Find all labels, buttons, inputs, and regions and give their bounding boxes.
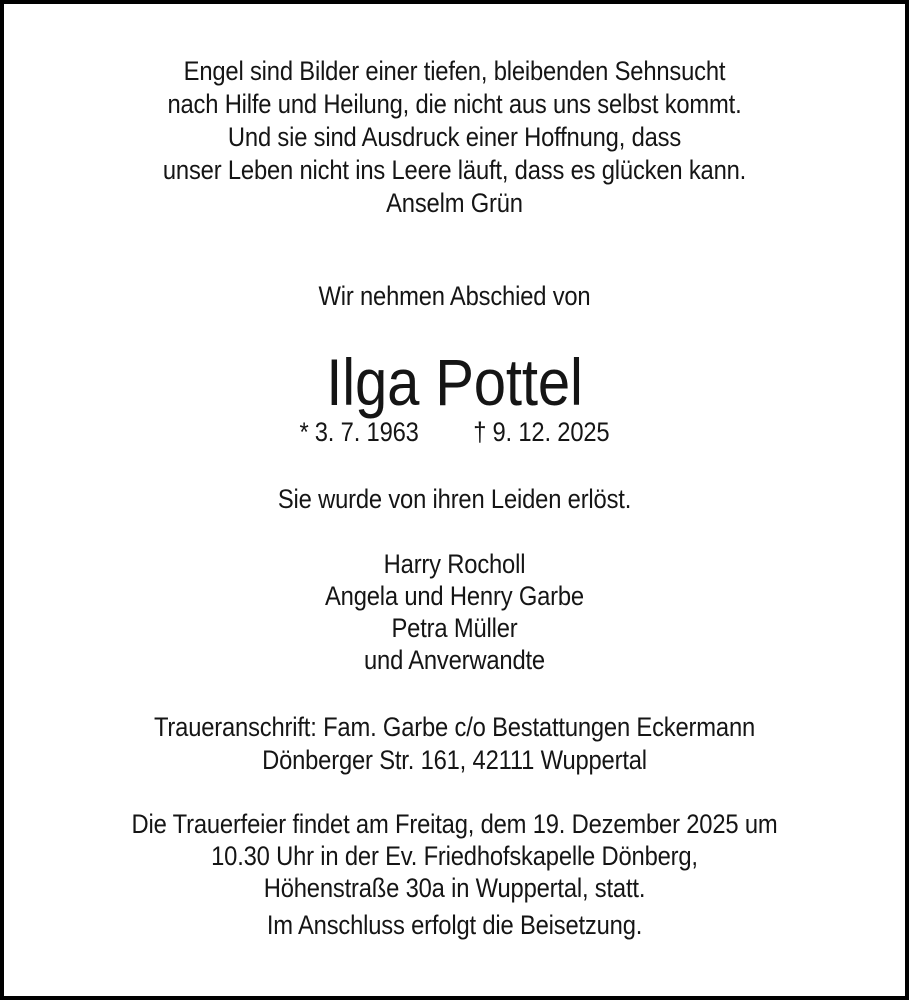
epigraph-line: Engel sind Bilder einer tiefen, bleibenden Sehnsucht (183, 56, 726, 86)
birth-date-value: 3. 7. 1963 (314, 417, 419, 447)
death-cross-symbol: † (473, 417, 487, 447)
death-date (473, 416, 609, 449)
epigraph (58, 55, 851, 220)
mourner-name: und Anverwandte (363, 645, 545, 675)
life-dates (58, 416, 851, 449)
epigraph-line: unser Leben nicht ins Leere läuft, dass es glücken kann. (162, 155, 747, 185)
epigraph-attribution: Anselm Grün (386, 188, 523, 218)
farewell-intro: Wir nehmen Abschied von (318, 281, 591, 311)
service-info-line: Die Trauerfeier findet am Freitag, dem 19. Dezember 2025 um (131, 809, 778, 839)
mourners-list (58, 548, 851, 676)
mourner-name: Petra Müller (391, 613, 518, 643)
burial-note: Im Anschluss erfolgt die Beisetzung. (266, 910, 643, 940)
mourner-name: Angela und Henry Garbe (325, 581, 584, 611)
birth-date (300, 416, 419, 449)
mourning-address (58, 711, 851, 777)
service-info-line: Höhenstraße 30a in Wuppertal, statt. (263, 873, 646, 903)
notice-content (58, 55, 851, 941)
deceased-name: Ilga Pottel (326, 345, 583, 419)
birth-star-symbol: * (299, 417, 309, 447)
service-info-line: 10.30 Uhr in der Ev. Friedhofskapelle Dönberg, (211, 841, 698, 871)
epigraph-line: Und sie sind Ausdruck einer Hoffnung, dass (227, 122, 682, 152)
condolence-message: Sie wurde von ihren Leiden erlöst. (277, 484, 632, 514)
mourning-address-line: Traueranschrift: Fam. Garbe c/o Bestattungen Eckermann (153, 712, 756, 742)
funeral-service-info (58, 808, 851, 941)
death-date-value: 9. 12. 2025 (492, 417, 610, 447)
mourner-name: Harry Rocholl (383, 549, 526, 579)
mourning-address-line: Dönberger Str. 161, 42111 Wuppertal (262, 745, 647, 775)
epigraph-line: nach Hilfe und Heilung, die nicht aus uns selbst kommt. (167, 89, 742, 119)
